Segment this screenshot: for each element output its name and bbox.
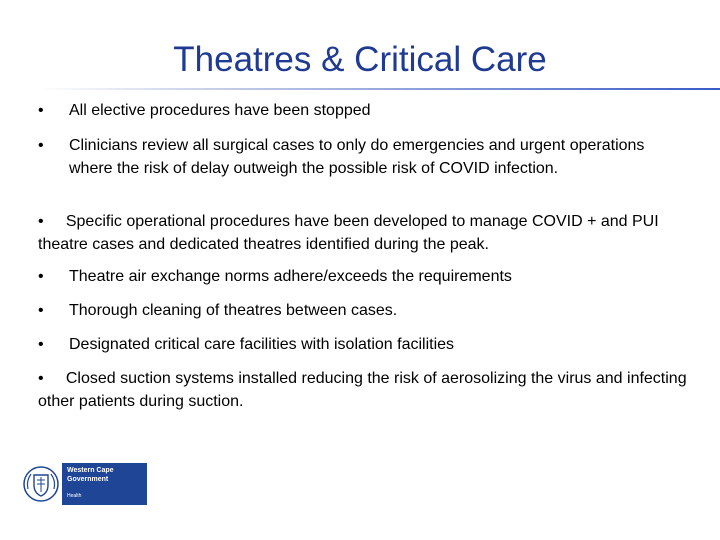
bullet-marker: •: [38, 336, 44, 353]
bullet-text: Specific operational procedures have been developed to manage COVID + and PUI theatre cases and dedicated theatres identified during the peak.: [38, 213, 659, 253]
bullet-marker: •: [38, 268, 44, 285]
bullet-text: Thorough cleaning of theatres between cases.: [69, 302, 398, 319]
bullet-text: Theatre air exchange norms adhere/exceeds the requirements: [69, 268, 512, 285]
bullet-marker: •: [38, 302, 44, 319]
bullet-item: [38, 333, 679, 356]
bullet-item: [38, 299, 679, 322]
bullet-item: [38, 367, 698, 413]
bullet-item: [38, 265, 679, 288]
coat-of-arms-icon: [20, 463, 62, 505]
bullet-item: [38, 134, 679, 180]
western-cape-government-logo: [20, 463, 147, 505]
bullet-marker: •: [38, 370, 44, 387]
bullet-text: Designated critical care facilities with isolation facilities: [69, 336, 455, 353]
logo-text-block: [62, 463, 147, 505]
title-divider: [36, 88, 720, 90]
bullet-text: Clinicians review all surgical cases to only do emergencies and urgent operations where the risk of delay outweigh the possible risk of COVID infection.: [69, 137, 645, 177]
bullet-text: Closed suction systems installed reducing the risk of aerosolizing the virus and infecting other patients during suction.: [38, 370, 687, 410]
logo-line-1: Western Cape: [67, 467, 114, 474]
bullet-item: [38, 210, 698, 256]
bullet-item: [38, 99, 679, 122]
slide-title: Theatres & Critical Care: [173, 40, 547, 79]
bullet-marker: •: [38, 102, 44, 119]
bullet-marker: •: [38, 137, 44, 154]
logo-line-2: Government: [67, 476, 109, 483]
logo-line-3: Health: [67, 493, 82, 499]
bullet-text: All elective procedures have been stopped: [69, 102, 371, 119]
bullet-marker: •: [38, 213, 44, 230]
